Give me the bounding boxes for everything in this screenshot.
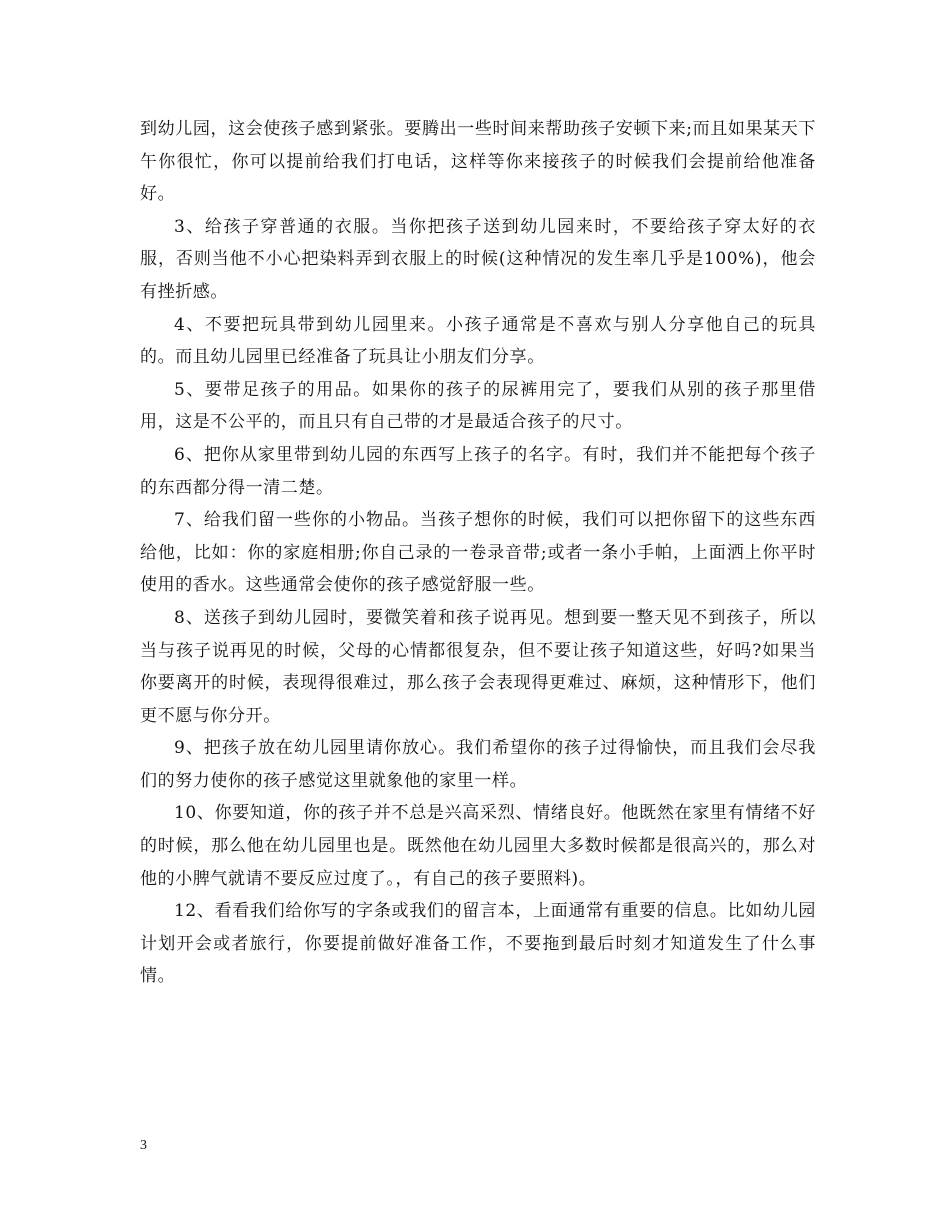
paragraph-item-5: 5、要带足孩子的用品。如果你的孩子的尿裤用完了，要我们从别的孩子那里借用，这是不公平的，而且只有自己带的才是最适合孩子的尺寸。 [140,379,816,433]
paragraph-item-6: 6、把你从家里带到幼儿园的东西写上孩子的名字。有时，我们并不能把每个孩子的东西都分得一清二楚。 [140,444,816,498]
paragraph-item-8: 8、送孩子到幼儿园时，要微笑着和孩子说再见。想到要一整天见不到孩子，所以当与孩子说再见的时候，父母的心情都很复杂，但不要让孩子知道这些，好吗?如果当你要离开的时候，表现得很难过，那么孩子会表现得更难过、麻烦，这种情形下，他们更不愿与你分开。 [140,607,816,726]
paragraph-item-4: 4、不要把玩具带到幼儿园里来。小孩子通常是不喜欢与别人分享他自己的玩具的。而且幼儿园里已经准备了玩具让小朋友们分享。 [140,314,816,368]
paragraph-item-7: 7、给我们留一些你的小物品。当孩子想你的时候，我们可以把你留下的这些东西给他，比如：你的家庭相册;你自己录的一卷录音带;或者一条小手帕，上面洒上你平时使用的香水。这些通常会使你的孩子感觉舒服一些。 [140,510,816,596]
page-number: 3 [140,1138,147,1153]
paragraph-item-9: 9、把孩子放在幼儿园里请你放心。我们希望你的孩子过得愉快，而且我们会尽我们的努力使你的孩子感觉这里就象他的家里一样。 [140,738,816,791]
document-body [140,113,816,993]
paragraph-continuation: 到幼儿园，这会使孩子感到紧张。要腾出一些时间来帮助孩子安顿下来;而且如果某天下午你很忙，你可以提前给我们打电话，这样等你来接孩子的时候我们会提前给他准备好。 [140,119,816,205]
paragraph-item-12: 12、看看我们给你写的字条或我们的留言本，上面通常有重要的信息。比如幼儿园计划开会或者旅行，你要提前做好准备工作，不要拖到最后时刻才知道发生了什么事情。 [140,901,816,987]
paragraph-item-3: 3、给孩子穿普通的衣服。当你把孩子送到幼儿园来时，不要给孩子穿太好的衣服，否则当他不小心把染料弄到衣服上的时候(这种情况的发生率几乎是100%)，他会有挫折感。 [140,216,816,302]
paragraph-item-10: 10、你要知道，你的孩子并不总是兴高采烈、情绪良好。他既然在家里有情绪不好的时候，那么他在幼儿园里也是。既然他在幼儿园里大多数时候都是很高兴的，那么对他的小脾气就请不要反应过度了。，有自己的孩子要照料)。 [140,803,816,889]
